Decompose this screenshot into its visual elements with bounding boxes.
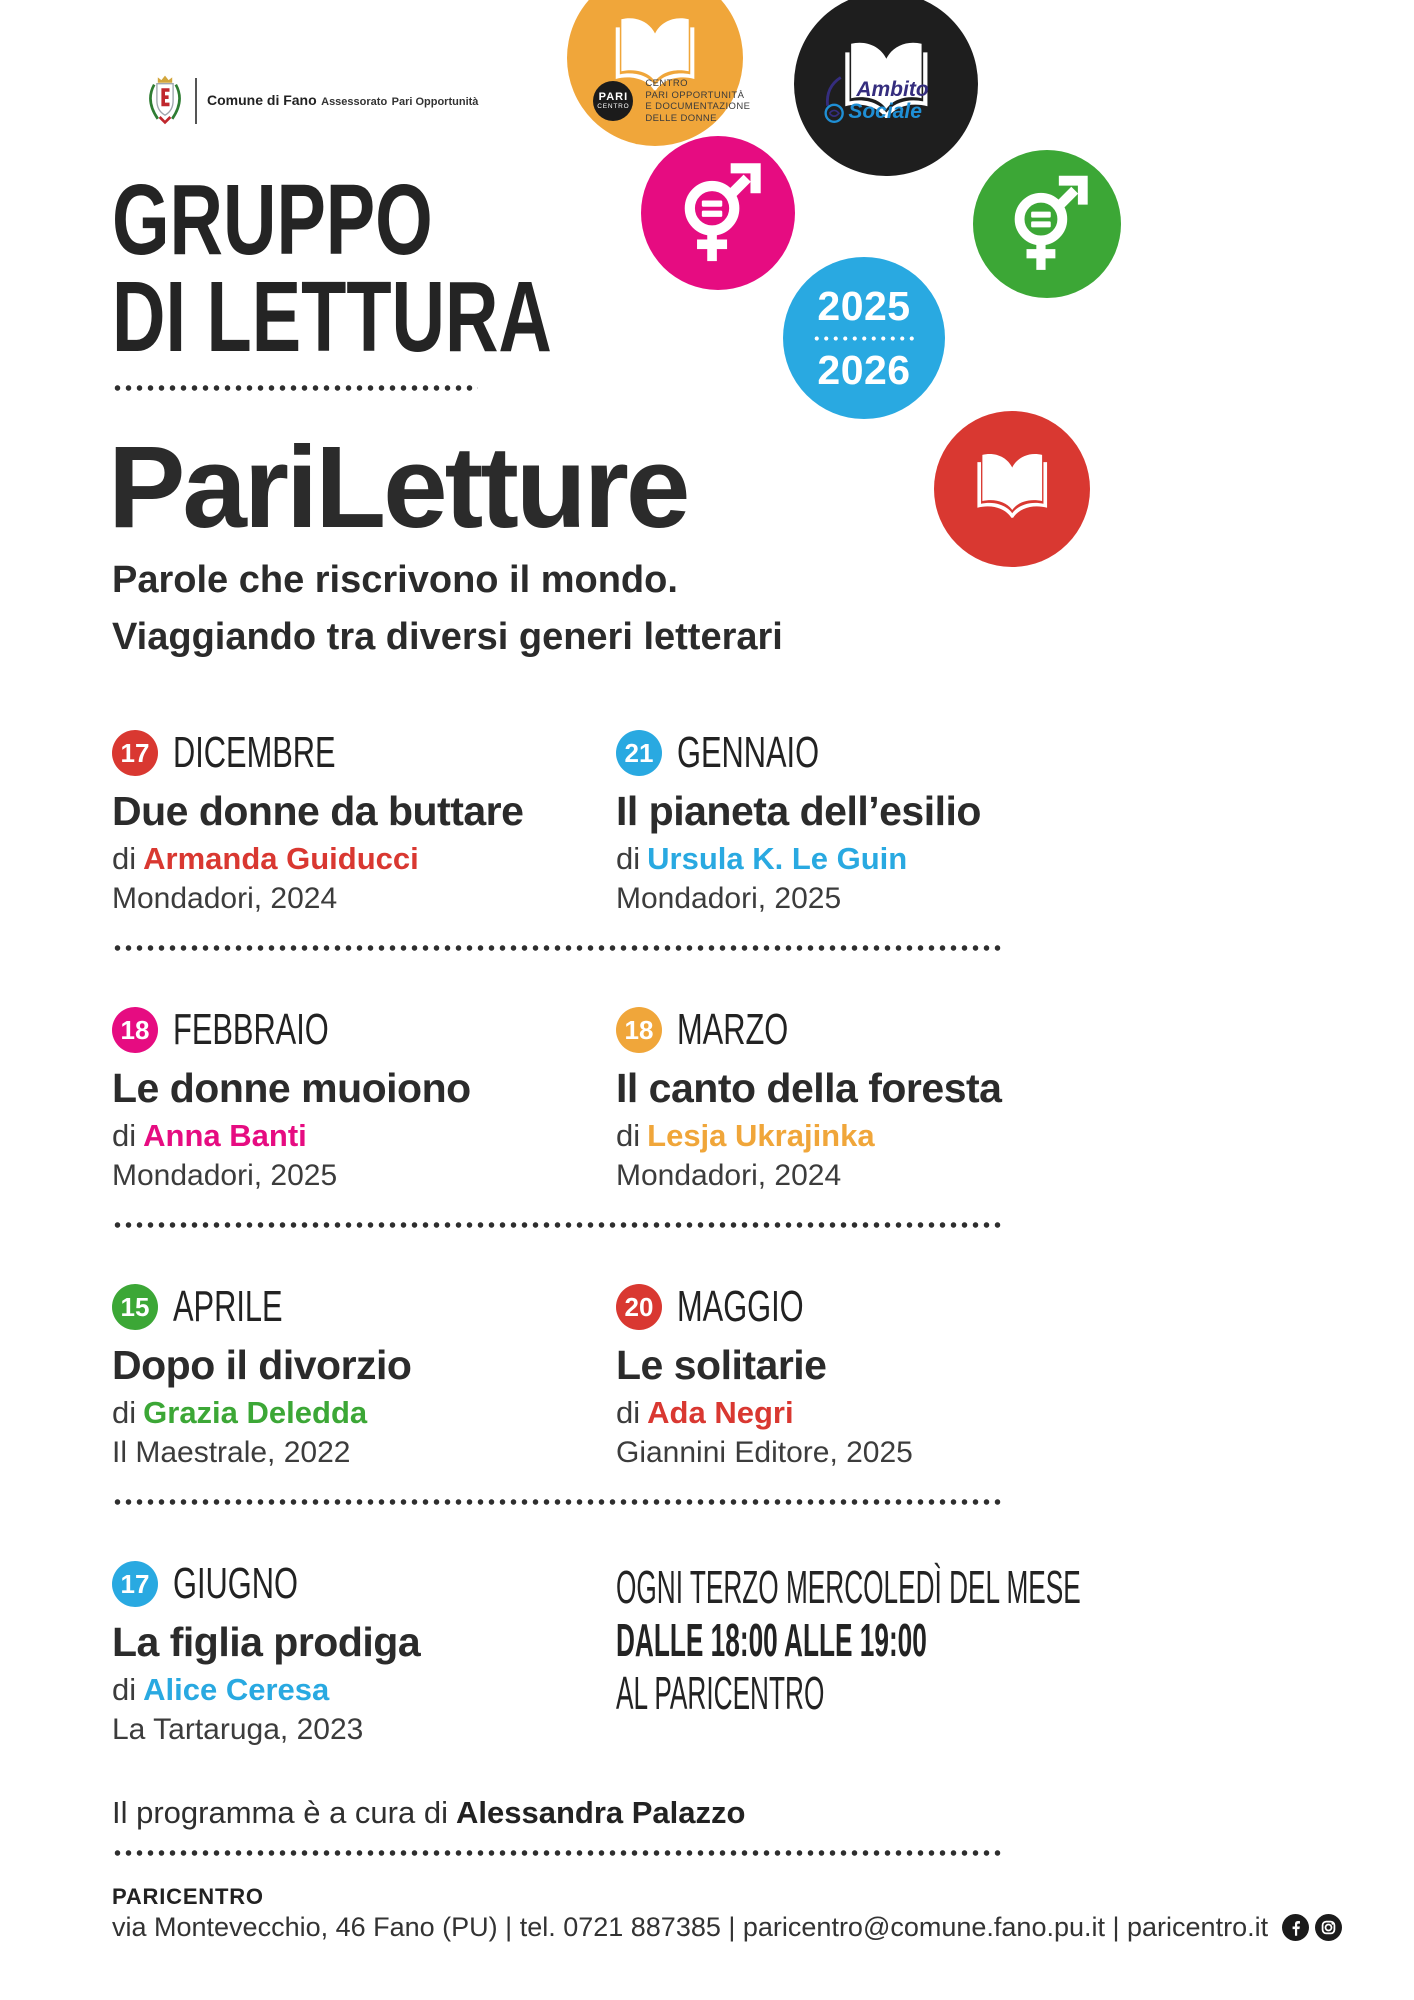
comune-sub2: Pari Opportunità [391, 96, 479, 108]
event-day-badge: 18 [616, 1007, 662, 1053]
footer-contact-line [112, 1912, 1342, 1943]
year-dots-divider [812, 336, 916, 341]
book-title: Due donne da buttare [112, 788, 524, 834]
book-title: Dopo il divorzio [112, 1342, 412, 1388]
events-row-4 [112, 1559, 1081, 1746]
ambito-sociale-logo [820, 75, 928, 127]
schedule-line1: OGNI TERZO MERCOLEDÌ DEL MESE [616, 1561, 1081, 1613]
open-book-icon [967, 444, 1057, 534]
instagram-icon [1315, 1914, 1342, 1941]
centro-pari-caption [645, 78, 750, 124]
schedule-time: DALLE 18:00 ALLE 19:00 [616, 1614, 927, 1666]
kicker-line1: GRUPPO [112, 164, 433, 276]
book-publisher: Mondadori, 2025 [112, 1159, 338, 1192]
facebook-icon [1282, 1914, 1309, 1941]
author-name: Alice Ceresa [143, 1672, 330, 1707]
subtitle-line1: Parole che riscrivono il mondo. [112, 559, 678, 601]
book-author-line [112, 1673, 616, 1707]
book-publisher: Mondadori, 2024 [112, 882, 338, 915]
schedule-place: AL PARICENTRO [616, 1667, 825, 1719]
row-divider [112, 1222, 1004, 1228]
paricentro-logo [593, 81, 633, 121]
comune-title: Comune di Fano [207, 92, 317, 108]
author-name: Anna Banti [143, 1118, 307, 1153]
book-author-line [616, 1396, 1004, 1430]
event-card-aprile [112, 1284, 616, 1469]
paricentro-logo-line1: PARI [598, 90, 629, 103]
book-title: Il pianeta dell’esilio [616, 788, 981, 834]
subtitle-line2: Viaggiando tra diversi generi letterari [112, 616, 783, 658]
event-month: GENNAIO [677, 728, 820, 777]
credits-line [112, 1795, 745, 1831]
page-title: PariLetture [108, 422, 688, 552]
subtitle [112, 552, 783, 666]
events-row-3 [112, 1284, 1004, 1469]
ambito-sociale-words [848, 78, 929, 123]
footer-org-name: PARICENTRO [112, 1884, 264, 1909]
event-date [112, 1561, 616, 1607]
event-month: FEBBRAIO [173, 1005, 329, 1054]
book-publisher: La Tartaruga, 2023 [112, 1713, 364, 1746]
author-name: Armanda Guiducci [143, 841, 419, 876]
book-title: Le donne muoiono [112, 1065, 471, 1111]
event-card-dicembre [112, 730, 616, 915]
event-date [112, 1007, 616, 1053]
schedule-info [616, 1561, 1414, 1746]
event-date [616, 1007, 1004, 1053]
event-date [616, 1284, 1004, 1330]
kicker-title [112, 164, 706, 373]
event-month: MARZO [677, 1005, 789, 1054]
ambito-word: Ambito [856, 78, 929, 101]
gender-equality-icon [989, 166, 1104, 281]
event-day-badge: 15 [112, 1284, 158, 1330]
event-month: APRILE [173, 1282, 283, 1331]
event-month: GIUGNO [173, 1559, 298, 1608]
book-author-line [112, 1119, 616, 1153]
author-prefix: di [616, 1118, 641, 1153]
event-card-febbraio [112, 1007, 616, 1192]
logo-divider-line [195, 78, 197, 124]
book-author-line [112, 1396, 616, 1430]
book-publisher: Mondadori, 2025 [616, 882, 842, 915]
comune-fano-label [207, 92, 478, 110]
kicker-line2: DI LETTURA [112, 261, 552, 373]
author-prefix: di [112, 1395, 137, 1430]
author-name: Ada Negri [647, 1395, 794, 1430]
events-grid [112, 728, 1081, 1746]
event-card-gennaio [616, 730, 1004, 915]
event-day-badge: 17 [112, 730, 158, 776]
event-date [112, 1284, 616, 1330]
book-title: Il canto della foresta [616, 1065, 1002, 1111]
sociale-word: Sociale [848, 100, 922, 123]
deco-circle-green [973, 150, 1121, 298]
book-author-line [616, 842, 1004, 876]
curator-name: Alessandra Palazzo [455, 1795, 746, 1830]
events-row-1 [112, 730, 1004, 915]
credits-prefix: Il programma è a cura di [112, 1795, 448, 1830]
event-month: MAGGIO [677, 1282, 804, 1331]
author-prefix: di [112, 1118, 137, 1153]
event-day-badge: 17 [112, 1561, 158, 1607]
author-prefix: di [616, 841, 641, 876]
paricentro-logo-line2: CENTRO [597, 102, 630, 110]
footer-dotted-line [112, 1850, 1004, 1856]
book-title: La figlia prodiga [112, 1619, 421, 1665]
row-divider [112, 945, 1004, 951]
book-author-line [616, 1119, 1004, 1153]
event-day-badge: 20 [616, 1284, 662, 1330]
caption-line3: E DOCUMENTAZIONE [645, 101, 751, 112]
caption-line4: DELLE DONNE [645, 112, 717, 124]
kicker-dotted-line [112, 385, 478, 391]
year-badge [783, 257, 945, 419]
row-divider [112, 1499, 1004, 1505]
author-prefix: di [112, 841, 137, 876]
event-date [616, 730, 1004, 776]
year-bottom: 2026 [817, 346, 911, 393]
event-card-maggio [616, 1284, 1004, 1469]
book-publisher: Giannini Editore, 2025 [616, 1436, 913, 1469]
book-title: Le solitarie [616, 1342, 827, 1388]
event-day-badge: 21 [616, 730, 662, 776]
comune-fano-crest [147, 73, 183, 130]
event-card-giugno [112, 1561, 616, 1746]
logos-row [147, 72, 929, 130]
comune-sub1: Assessorato [321, 96, 388, 108]
caption-line1: CENTRO [645, 78, 688, 89]
book-author-line [112, 842, 616, 876]
deco-circle-red [934, 411, 1090, 567]
year-top: 2025 [817, 282, 911, 329]
social-icons [1282, 1914, 1342, 1941]
author-prefix: di [112, 1672, 137, 1707]
event-date [112, 730, 616, 776]
author-name: Ursula K. Le Guin [647, 841, 908, 876]
event-card-marzo [616, 1007, 1004, 1192]
caption-line2: PARI OPPORTUNITÀ [645, 89, 745, 101]
event-day-badge: 18 [112, 1007, 158, 1053]
event-month: DICEMBRE [173, 728, 336, 777]
book-publisher: Mondadori, 2024 [616, 1159, 842, 1192]
author-prefix: di [616, 1395, 641, 1430]
author-name: Grazia Deledda [143, 1395, 368, 1430]
book-publisher: Il Maestrale, 2022 [112, 1436, 351, 1469]
comune-fano-crest-icon [147, 73, 183, 125]
author-name: Lesja Ukrajinka [647, 1118, 875, 1153]
contact-text: via Montevecchio, 46 Fano (PU) | tel. 0721 887385 | paricentro@comune.fano.pu.it | paricentro.it [112, 1912, 1269, 1942]
events-row-2 [112, 1007, 1004, 1192]
